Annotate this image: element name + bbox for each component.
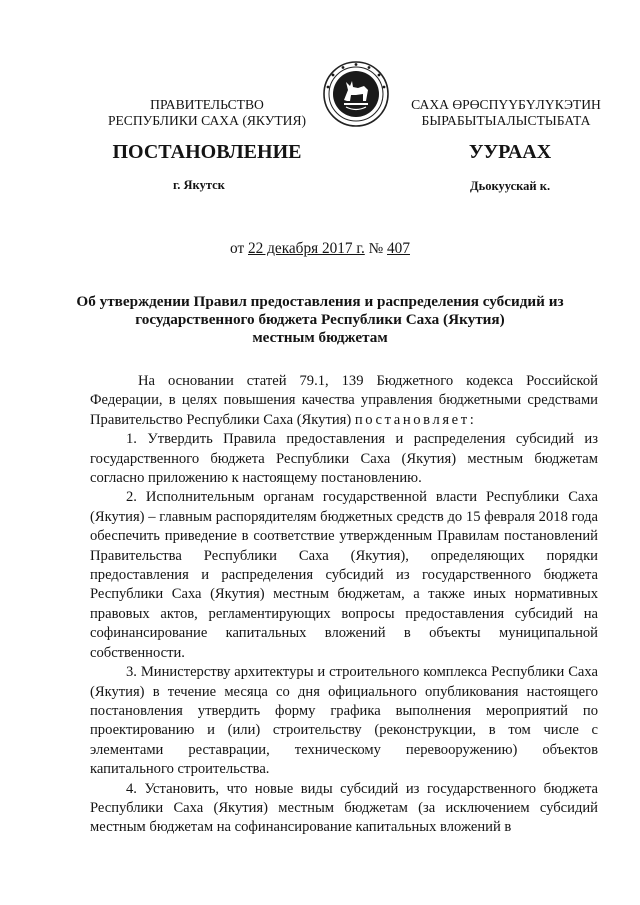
heading-line-1: Об утверждении Правил предоставления и распределения субсидий из [76, 293, 564, 310]
document-date: 22 декабря 2017 г. [248, 240, 365, 257]
issuer-line-2-sakha: БЫРАБЫТЫАЛЫСТЫБАТА [421, 113, 591, 128]
paragraph-4: 4. Установить, что новые виды субсидий из государственного бюджета Республики Саха (Якутия) местным бюджетам (за исключением субсидий местным бюджетам на софинансирование капитальных вложений в [90, 780, 598, 836]
city-russian: г. Якутск [173, 178, 225, 192]
paragraph-3: 3. Министерству архитектуры и строительного комплекса Республики Саха (Якутия) в течение месяца со дня официального опубликования настоящего постановления утвердить форму графика выполнения мероприятий по проектированию и (или) строительству (реконструкции, в том числе с элементами реставрации, техническому перевооружению) объектов капитального строительства. [90, 664, 598, 778]
number-prefix: № [364, 240, 388, 257]
paragraph-2: 2. Исполнительным органам государственной власти Республики Саха (Якутия) – главным распорядителям бюджетных средств до 15 февраля 2018 года обеспечить приведение в соответствие утвержденным Правилам постановлений Правительства Республики Саха (Якутия), определяющих порядки предоставления и распределения субсидий из государственного бюджета Республики Саха (Якутия) местным бюджетам, а также иных нормативных правовых актов, регламентирующих вопросы предоставления субсидий на софинансирование капитальных вложений в объекты муниципальной собственности. [90, 489, 598, 661]
issuer-line-1: ПРАВИТЕЛЬСТВО [150, 97, 264, 112]
date-prefix: от [230, 240, 248, 257]
issuer-name-sakha [388, 97, 624, 129]
issuer-line-2: РЕСПУБЛИКИ САХА (ЯКУТИЯ) [107, 113, 307, 128]
document-number: 407 [387, 240, 410, 257]
paragraph-1: 1. Утвердить Правила предоставления и распределения субсидий из государственного бюджета Республики Саха (Якутия) местным бюджетам согласно приложению к настоящему постановлению. [90, 431, 598, 487]
document-type-sakha: УУРААХ [468, 141, 552, 163]
intro-paragraph [90, 372, 598, 430]
document-heading [60, 293, 580, 347]
heading-line-2: государственного бюджета Республики Саха (Якутия) [135, 311, 505, 328]
coat-of-arms-icon [322, 60, 390, 128]
issuer-name-russian [98, 97, 316, 129]
issuer-line-1-sakha: САХА ӨРӨСПҮҮБҮЛҮКЭТИН [411, 97, 601, 112]
heading-line-3: местным бюджетам [252, 329, 388, 346]
date-line [0, 240, 640, 258]
document-type-russian: ПОСТАНОВЛЕНИЕ [112, 141, 302, 163]
decree-keyword: постановляет: [354, 411, 477, 428]
intro-text: На основании статей 79.1, 139 Бюджетного кодекса Российской Федерации, в целях повышения качества управления бюджетными средствами Правительство Республики Саха (Якутия) [90, 373, 598, 428]
city-sakha: Дьокуускай к. [470, 179, 551, 193]
document-body [90, 372, 598, 838]
